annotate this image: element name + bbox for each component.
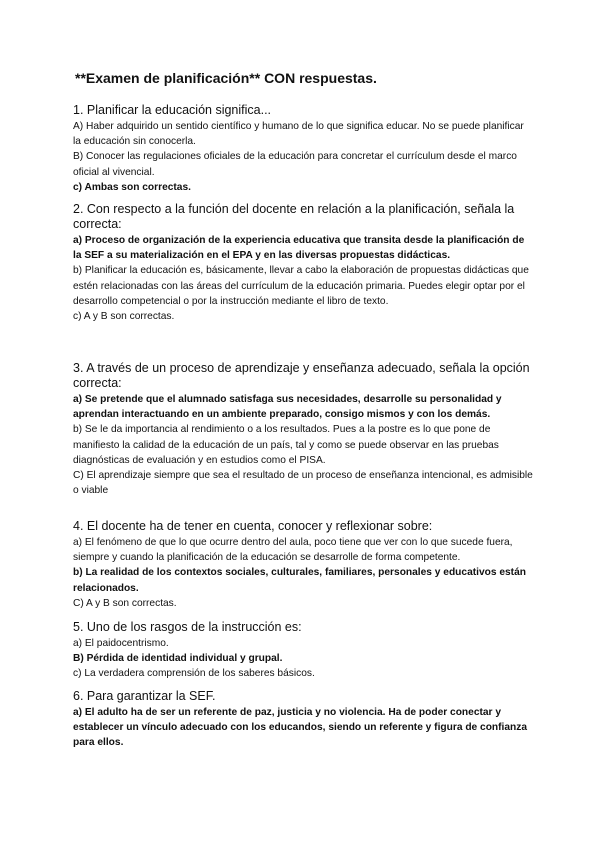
question-4 bbox=[73, 519, 533, 611]
question-6 bbox=[73, 689, 533, 751]
question-2 bbox=[73, 202, 533, 324]
option-c: c) Ambas son correctas. bbox=[73, 181, 191, 193]
question-text: 2. Con respecto a la función del docente en relación a la planificación, señala la correcta: bbox=[73, 202, 515, 231]
question-text: 3. A través de un proceso de aprendizaje y enseñanza adecuado, señala la opción correcta: bbox=[73, 361, 530, 390]
option-a: a) Proceso de organización de la experiencia educativa que transita desde la planificación de la SEF a su materialización en el EPA y en las diversas propuestas didácticas. bbox=[73, 235, 525, 262]
option-b: b) Se le da importancia al rendimiento o a los resultados. Pues a la postre es lo que pone de manifiesto la calidad de la educación de un país, tal y como se puede observar en las pruebas diagnósticas de evaluación y en estudios como el PISA. bbox=[73, 424, 499, 466]
option-b: B) Conocer las regulaciones oficiales de la educación para concretar el currículum desde el marco oficial al vivencial. bbox=[73, 151, 517, 178]
option-c: c) A y B son correctas. bbox=[73, 311, 175, 323]
option-a: a) El adulto ha de ser un referente de paz, justicia y no violencia. Ha de poder conectar y establecer un vínculo adecuado con los educandos, siendo un referente y figura de confianza para ellos. bbox=[73, 707, 528, 749]
option-a: A) Haber adquirido un sentido científico y humano de lo que significa educar. No se puede planificar la educación sin conocerla. bbox=[73, 121, 524, 148]
question-5 bbox=[73, 620, 533, 682]
question-text: 6. Para garantizar la SEF. bbox=[73, 689, 216, 703]
option-a: a) El fenómeno de que lo que ocurre dentro del aula, poco tiene que ver con lo que sucede fuera, siempre y cuando la planificación de la educación se desarrolle de forma competente. bbox=[73, 537, 513, 564]
option-c: C) El aprendizaje siempre que sea el resultado de un proceso de enseñanza intencional, es admisible o viable bbox=[73, 470, 533, 497]
question-text: 5. Uno de los rasgos de la instrucción es: bbox=[73, 620, 302, 634]
question-text: 4. El docente ha de tener en cuenta, conocer y reflexionar sobre: bbox=[73, 519, 433, 533]
option-c: C) A y B son correctas. bbox=[73, 597, 177, 609]
option-b: b) La realidad de los contextos sociales, culturales, familiares, personales y educativos están relacionados. bbox=[73, 567, 526, 594]
document-title: **Examen de planificación** CON respuestas. bbox=[75, 70, 377, 86]
option-a: a) El paidocentrismo. bbox=[73, 638, 169, 649]
option-c: c) La verdadera comprensión de los saberes básicos. bbox=[73, 668, 315, 680]
option-b: B) Pérdida de identidad individual y grupal. bbox=[73, 653, 283, 665]
question-1 bbox=[73, 103, 533, 195]
question-3 bbox=[73, 361, 533, 498]
option-b: b) Planificar la educación es, básicamente, llevar a cabo la elaboración de propuestas didácticas que estén relacionadas con las áreas del currículum de la educación primaria. Puedes elegir optar por el desarrollo competencial o por la instrucción mediante el libro de texto. bbox=[73, 265, 529, 307]
option-a: a) Se pretende que el alumnado satisfaga sus necesidades, desarrolle su personalidad y aprendan interactuando en un ambiente preparado, consigo mismos y con los demás. bbox=[73, 394, 502, 421]
question-text: 1. Planificar la educación significa... bbox=[73, 103, 272, 117]
